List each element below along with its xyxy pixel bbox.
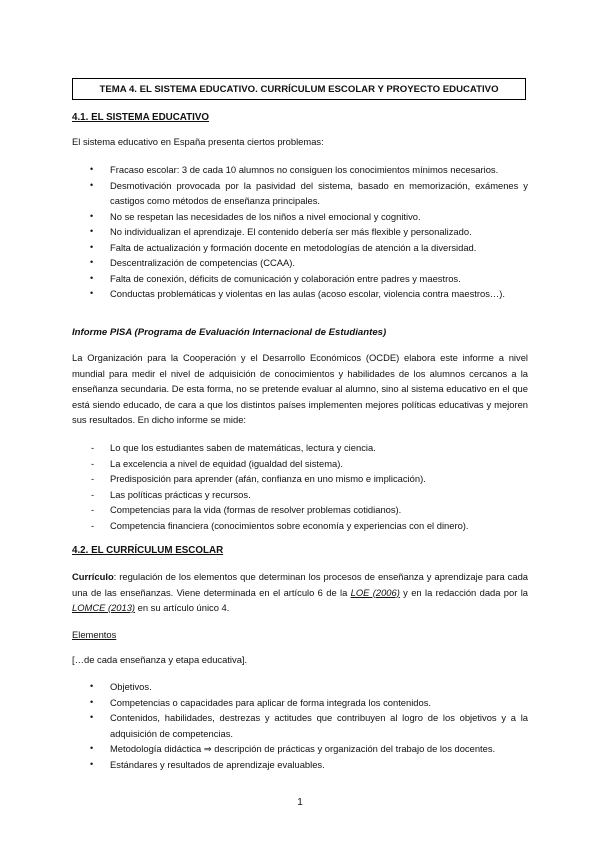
- section-heading-sistema-educativo: 4.1. EL SISTEMA EDUCATIVO: [72, 112, 209, 123]
- list-item: • Contenidos, habilidades, destrezas y actitudes que contribuyen al logro de los objetivos y a la adquisición de competencias.: [72, 710, 528, 741]
- elements-list: [72, 679, 528, 772]
- elements-heading: Elementos: [72, 629, 117, 640]
- curriculo-term: Currículo: [72, 571, 114, 582]
- curriculo-def-part3: en su artículo único 4.: [135, 602, 230, 613]
- elements-intro: […de cada enseñanza y etapa educativa].: [72, 654, 248, 665]
- list-item: • Estándares y resultados de aprendizaje evaluables.: [72, 757, 528, 773]
- list-item: • Objetivos.: [72, 679, 528, 695]
- list-item: - La excelencia a nivel de equidad (igualdad del sistema).: [72, 456, 528, 472]
- pisa-paragraph: La Organización para la Cooperación y el Desarrollo Económicos (OCDE) elabora este informe a nivel mundial para medir el nivel de adquisición de conocimientos y habilidades de los alumnos cercanos a la enseñanza secundaria. De esta forma, no se pretende evaluar al alumno, sino al sistema educativo en el que está siendo educado, de cara a que los distintos países implementen mejores políticas educativas y mejoren sus resultados. En dicho informe se mide:: [72, 352, 528, 425]
- law-lomce-link: LOMCE (2013): [72, 602, 136, 613]
- list-item: • No se respetan las necesidades de los niños a nivel emocional y cognitivo.: [72, 209, 528, 225]
- list-item: • Falta de actualización y formación docente en metodologías de atención a la diversidad.: [72, 240, 528, 256]
- curriculo-def-part1: : regulación de los elementos que determinan los procesos de enseñanza y aprendizaje para cada una de las enseñanzas. Viene determinada en el artículo 6 de la: [72, 571, 528, 598]
- section1-intro: El sistema educativo en España presenta ciertos problemas:: [72, 136, 324, 147]
- law-loe-link: LOE (2006): [350, 586, 400, 598]
- list-item: • Competencias o capacidades para aplicar de forma integrada los contenidos.: [72, 695, 528, 711]
- problems-list: [72, 162, 528, 302]
- list-item: • Falta de conexión, déficits de comunicación y colaboración entre padres y maestros.: [72, 271, 528, 287]
- section-heading-curriculum: 4.2. EL CURRÍCULUM ESCOLAR: [72, 545, 224, 556]
- page-title: TEMA 4. EL SISTEMA EDUCATIVO. CURRÍCULUM ESCOLAR Y PROYECTO EDUCATIVO: [72, 78, 526, 100]
- pisa-items-list: [72, 440, 528, 533]
- curriculo-def-part2: y en la redacción dada por la: [399, 586, 528, 598]
- list-item: • No individualizan el aprendizaje. El contenido debería ser más flexible y personalizado.: [72, 224, 528, 240]
- pisa-heading: Informe PISA (Programa de Evaluación Internacional de Estudiantes): [72, 327, 387, 338]
- page-number: 1: [297, 797, 303, 808]
- list-item: • Desmotivación provocada por la pasividad del sistema, basado en memorización, exámenes y castigos como métodos de enseñanza principales.: [72, 178, 528, 209]
- list-item: - Lo que los estudiantes saben de matemáticas, lectura y ciencia.: [72, 440, 528, 456]
- list-item: • Descentralización de competencias (CCAA).: [72, 255, 528, 271]
- list-item: • Conductas problemáticas y violentas en las aulas (acoso escolar, violencia contra maestros…).: [72, 286, 528, 302]
- curriculo-definition: [72, 569, 528, 616]
- list-item: - Competencias para la vida (formas de resolver problemas cotidianos).: [72, 502, 528, 518]
- list-item: - Competencia financiera (conocimientos sobre economía y experiencias con el dinero).: [72, 518, 528, 534]
- list-item: • Fracaso escolar: 3 de cada 10 alumnos no consiguen los conocimientos mínimos necesarios.: [72, 162, 528, 178]
- list-item: - Las políticas prácticas y recursos.: [72, 487, 528, 503]
- list-item: - Predisposición para aprender (afán, confianza en uno mismo e implicación).: [72, 471, 528, 487]
- list-item: • Metodología didáctica ⇒ descripción de prácticas y organización del trabajo de los docentes.: [72, 741, 528, 757]
